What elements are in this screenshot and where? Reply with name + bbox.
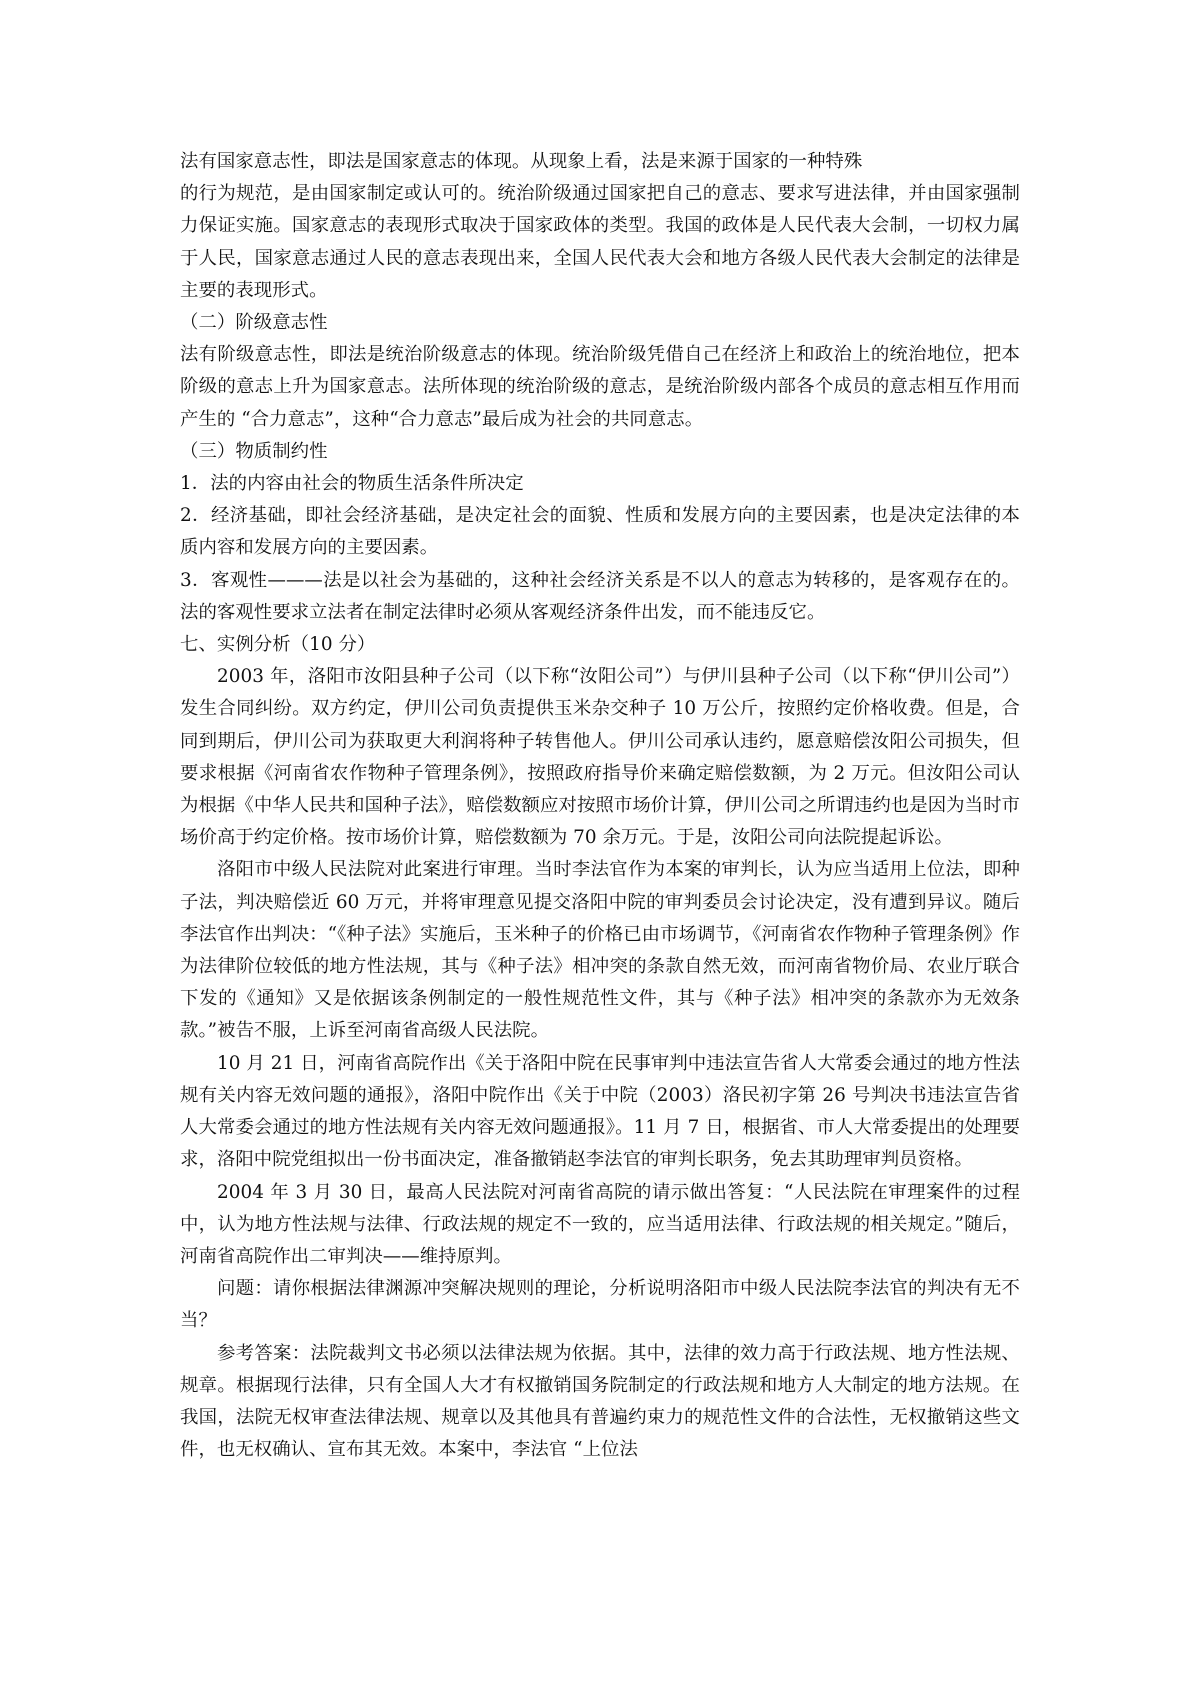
paragraph-supreme-court-reply: 2004 年 3 月 30 日，最高人民法院对河南省高院的请示做出答复：“人民法院在审理案件的过程中，认为地方性法规与法律、行政法规的规定不一致的，应当适用法律、行政法规的相关规定。”随后，河南省高院作出二审判决——维持原判。 — [180, 1181, 1020, 1267]
list-item-1: 1．法的内容由社会的物质生活条件所决定 — [180, 473, 524, 495]
section-heading-class-will: （二）阶级意志性 — [180, 312, 328, 334]
paragraph-case-background: 2003 年，洛阳市汝阳县种子公司（以下称“汝阳公司”）与伊川县种子公司（以下称“伊川公司”）发生合同纠纷。双方约定，伊川公司负责提供玉米杂交种子 10 万公斤，按照约定价格收费。但是，合同到期后，伊川公司为获取更大利润将种子转售他人。伊川公司承认违约，愿意赔偿汝阳公司损失，但要求根据《河南省农作物种子管理条例》，按照政府指导价来确定赔偿数额，为 2 万元。但汝阳公司认为根据《中华人民共和国种子法》，赔偿数额应对按照市场价计算，伊川公司之所谓违约也是因为当时市场价高于约定价格。按市场价计算，赔偿数额为 70 余万元。于是，汝阳公司向法院提起诉讼。 — [180, 666, 1020, 849]
paragraph-court-judgment: 洛阳市中级人民法院对此案进行审理。当时李法官作为本案的审判长，认为应当适用上位法，即种子法，判决赔偿近 60 万元，并将审理意见提交洛阳中院的审判委员会讨论决定，没有遭到异议。随后李法官作出判决：“《种子法》实施后，玉米种子的价格已由市场调节，《河南省农作物种子管理条例》作为法律阶位较低的地方性法规，其与《种子法》相冲突的条款自然无效，而河南省物价局、农业厅联合下发的《通知》又是依据该条例制定的一般性规范性文件，其与《种子法》相冲突的条款亦为无效条款。”被告不服，上诉至河南省高级人民法院。 — [180, 859, 1020, 1042]
paragraph-question: 问题：请你根据法律渊源冲突解决规则的理论，分析说明洛阳市中级人民法院李法官的判决有无不当？ — [180, 1278, 1020, 1332]
paragraph-reference-answer: 参考答案：法院裁判文书必须以法律法规为依据。其中，法律的效力高于行政法规、地方性法规、规章。根据现行法律，只有全国人大才有权撤销国务院制定的行政法规和地方人大制定的地方法规。在我国，法院无权审查法律法规、规章以及其他具有普遍约束力的规范性文件的合法性，无权撤销这些文件，也无权确认、宣布其无效。本案中，李法官 “上位法 — [180, 1342, 1020, 1461]
section-heading-material-constraint: （三）物质制约性 — [180, 440, 328, 462]
paragraph-national-will-line1: 法有国家意志性，即法是国家意志的体现。从现象上看，法是来源于国家的一种特殊 — [180, 151, 863, 172]
paragraph-high-court-notice: 10 月 21 日，河南省高院作出《关于洛阳中院在民事审判中违法宣告省人大常委会通过的地方性法规有关内容无效问题的通报》，洛阳中院作出《关于中院（2003）洛民初字第 26 号判决书违法宣告省人大常委会通过的地方性法规有关内容无效问题通报》。11 月 7 日，根据省、市人大常委提出的处理要求，洛阳中院党组拟出一份书面决定，准备撤销赵李法官的审判长职务，免去其助理审判员资格。 — [180, 1052, 1020, 1171]
section-heading-case-analysis: 七、实例分析（10 分） — [180, 634, 376, 656]
document-body — [180, 146, 1020, 1466]
paragraph-class-will: 法有阶级意志性，即法是统治阶级意志的体现。统治阶级凭借自己在经济上和政治上的统治地位，把本阶级的意志上升为国家意志。法所体现的统治阶级的意志，是统治阶级内部各个成员的意志相互作用而产生的 “合力意志”，这种“合力意志”最后成为社会的共同意志。 — [180, 344, 1020, 430]
list-item-2: 2．经济基础，即社会经济基础，是决定社会的面貌、性质和发展方向的主要因素，也是决定法律的本质内容和发展方向的主要因素。 — [180, 505, 1020, 559]
paragraph-national-will-body: 的行为规范，是由国家制定或认可的。统治阶级通过国家把自己的意志、要求写进法律，并由国家强制力保证实施。国家意志的表现形式取决于国家政体的类型。我国的政体是人民代表大会制，一切权力属于人民，国家意志通过人民的意志表现出来，全国人民代表大会和地方各级人民代表大会制定的法律是主要的表现形式。 — [180, 183, 1020, 301]
list-item-3: 3．客观性———法是以社会为基础的，这种社会经济关系是不以人的意志为转移的，是客观存在的。法的客观性要求立法者在制定法律时必须从客观经济条件出发，而不能违反它。 — [180, 569, 1020, 623]
